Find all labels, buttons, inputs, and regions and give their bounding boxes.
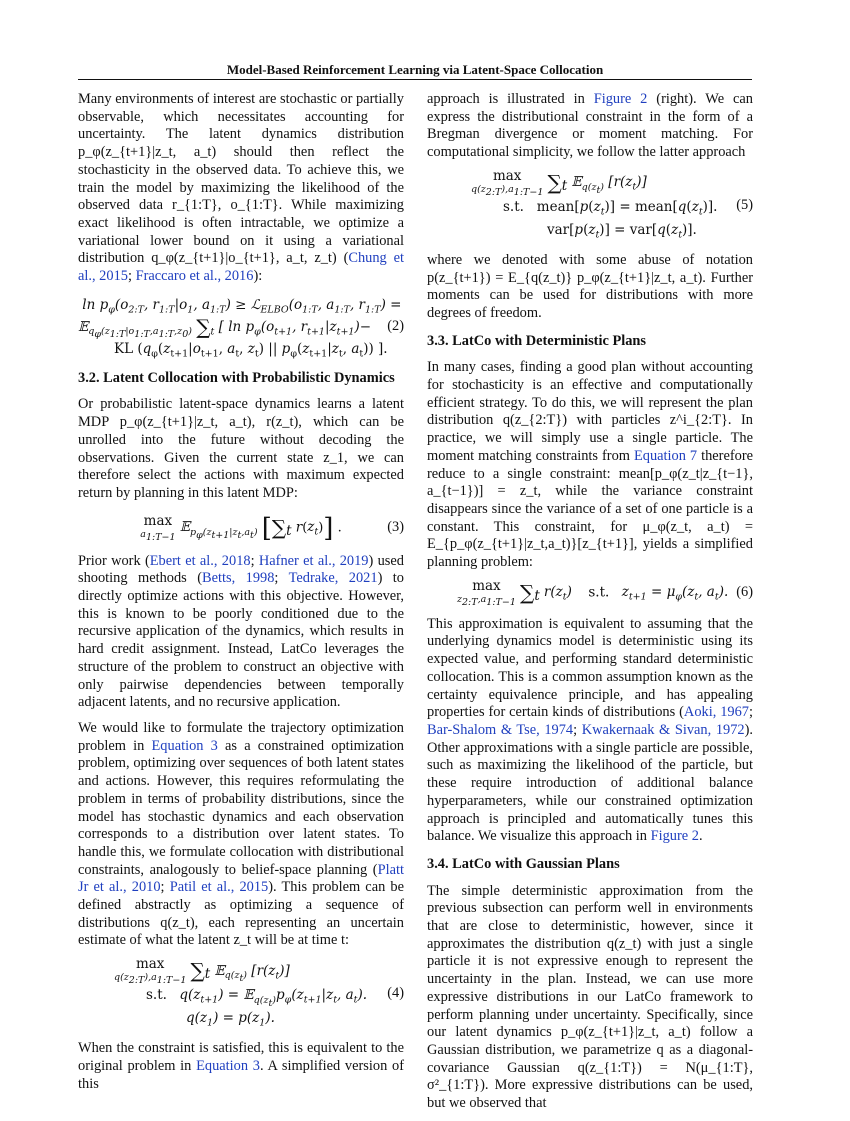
header-rule — [78, 79, 752, 80]
p4-text-b: as a constrained optimization problem, optimizing over sequences of both latent states and actions. However, this requires reformulating the problem in terms of probability distributions, since the model has stochastic dynamics and each observation corresponds to a distribution over latent states. To handle this, we formulate collocation with distributional constraints, analogously to belief-space planning — [78, 737, 404, 878]
p5-text-b: A simplified version of this — [78, 1057, 405, 1092]
figure-2-link[interactable]: Figure 2 — [593, 91, 648, 107]
equation-4: max $q(z_{2:T}),a_{1:T-1}$ $\sum_t$ 𝔼$_{q(z_t)}$ $[r(z_t)]$ s.t. $q(z_{t+1})$ = $𝔼_{q(z_t)}p_\varphi(z_{t+1}|z_t$, $a_t$). $q(z_1) = p(z_1)$. (4) — [114, 956, 404, 1029]
citation-betts[interactable]: Betts, 1998 — [202, 570, 275, 587]
citation-patil[interactable]: Patil et al., 2015 — [169, 879, 269, 896]
rp4-text-a: This approximation is equivalent to assuming that the underlying dynamics model is deterministic using its expected value, and performing standard deterministic collocation. This is a common assumption known as the certainty equivalence principle, and has appealing properties for certain kinds of distributions — [427, 615, 753, 721]
citation-tedrake[interactable]: Tedrake, 2021 — [288, 570, 378, 587]
equation-6: max $z_{2:T},a_{1:T-1}$ $\sum_t$ $r(z_t)$ s.t. $z_{t+1} = \mu_\varphi(z_t$, $a_t$). (6) — [457, 577, 753, 608]
citation-chung[interactable]: Chung et al., 2015 — [78, 250, 404, 285]
equation-5-number: (5) — [736, 196, 753, 213]
rp3-text-b: therefore reduce to a single constraint: mean[p_φ(z_t|z_{t−1}, a_{t−1})] = z_t, while the variance constraint disappears since the variance of a set of one particle is a constant. This constraint, for μ_φ(z_t, a_t) = E_{p_φ(z_{t+1}|z_t,a_t)}[z_{t+1}], yields a simplified planning problem: — [427, 447, 754, 571]
paragraph-constraint-satisfied: When the constraint is satisfied, this is equivalent to the original problem in Equation 3. A simplified version of this — [78, 1040, 405, 1092]
paragraph-approach-illustrated — [427, 91, 753, 162]
paragraph-abuse-of-notation: where we denoted with some abuse of notation p(z_{t+1}) = E_{q(z_t)} p_φ(z_{t+1}|z_t, a_t). Further moments can be used for distributions with more degrees of freedom. — [427, 251, 753, 321]
citation-ebert[interactable]: Ebert et al., 2018 — [149, 552, 251, 569]
equation-7-link[interactable]: Equation 7 — [633, 447, 698, 464]
paragraph-likelihood-text: Many environments of interest are stochastic or partially observable, which necessitates accounting for uncertainty. The latent dynamics distribution p_φ(z_{t+1}|z_t, a_t) should then reflect the stochasticity in the observed data. To achieve this, we train the model by maximizing the likelihood of the observed data r_{1:T}, o_{1:T}. While maximizing exact likelihood is often intractable, we optimize a variational lower bound on it using a variational distribution q_φ(z_{t+1}|o_{t+1}, a_t, z_t) — [78, 91, 404, 267]
citation-bar-shalom[interactable]: Bar-Shalom & Tse, 1974 — [427, 721, 574, 738]
paragraph-latent-mdp: Or probabilistic latent-space dynamics learns a latent MDP p_φ(z_{t+1}|z_t, a_t), r(z_t), which can be unrolled into the future without decoding the observations. Given the current state z_1, we can therefore select the actions with maximum expected return by planning in this latent MDP: — [78, 396, 404, 501]
equation-3: max $a_{1:T-1}$ 𝔼$_{p_\varphi(z_{t+1}|z_t,a_t)}$ [$\sum_t$ $r(z_t)$] . (3) — [140, 512, 404, 544]
equation-5: max $q(z_{2:T}),a_{1:T-1}$ $\sum_t$ 𝔼$_{q(z_t)}$ $[r(z_t)]$ s.t. $mean[p(z_t)]$ = $mean[q(z_t)]$. $var[p(z_t)] = var[q(z_t)]$. (5) — [471, 167, 753, 241]
paragraph-gaussian-plans: The simple deterministic approximation from the previous subsection can perform well in environments that are close to deterministic, however, since it approximates the distribution q(z_t) with just a single particle it is not expressive enough to represent the uncertainty in the plan. Instead, we can use more expressive distributions in our LatCo framework to perform planning under uncertainty. Specifically, since our latent dynamics p_φ(z_{t+1}|z_t, a_t) follow a Gaussian distribution, we parametrize q as a diagonal-covariance Gaussian q(z_{1:T}) = N(μ_{1:T}, σ²_{1:T}). More expressive distributions can be used, but we observed that — [427, 882, 753, 1112]
paragraph-certainty-equivalence: This approximation is equivalent to assuming that the underlying dynamics model is deterministic using its expected value, and performing standard deterministic collocation. This is a common assumption known as the certainty equivalence principle, and has appealing properties for certain kinds of distributions (Aoki, 1967; Bar-Shalom & Tse, 1974; Kwakernaak & Sivan, 1972). Other approximations with a single particle are possible, such as maximizing the likelihood of the particle, but these require introduction of additional balance hyperparameters, while our constrained optimization approach is principled and automatically tunes this balance. We visualize this approach in Figure 2. — [427, 615, 754, 845]
equation-2-number: (2) — [387, 317, 404, 334]
p5-text-a: When the constraint is satisfied, this is equivalent to the original problem in — [78, 1040, 404, 1074]
section-heading-3-3: 3.3. LatCo with Deterministic Plans — [427, 332, 647, 349]
section-heading-3-2: 3.2. Latent Collocation with Probabilistic Dynamics — [78, 369, 395, 386]
rp1-text-a: approach is illustrated in — [427, 91, 585, 107]
citation-kwakernaak[interactable]: Kwakernaak & Sivan, 1972 — [581, 721, 745, 738]
right-column — [427, 91, 753, 1121]
paragraph-prior-work: Prior work (Ebert et al., 2018; Hafner et al., 2019) used shooting methods (Betts, 1998; Tedrake, 2021) to directly optimize actions with this objective. However, this is known to be poorly conditioned due to the recursive application of the dynamics, which results in hard credit assignment. Instead, LatCo leverages the structure of the problem to construct an objective with only pairwise dependencies between temporally adjacent latents, and no recursive application. — [78, 552, 404, 711]
section-heading-3-4: 3.4. LatCo with Gaussian Plans — [427, 855, 620, 872]
citation-aoki[interactable]: Aoki, 1967 — [683, 704, 750, 721]
equation-3-number: (3) — [387, 518, 404, 535]
paragraph-deterministic-plans — [427, 359, 753, 571]
citation-fraccaro[interactable]: Fraccaro et al., 2016 — [135, 268, 254, 285]
rp3-text-a: In many cases, finding a good plan without accounting for stochasticity is an effective and computationally efficient strategy. To do this, we will represent the plan distribution q(z_{2:T}) with particles z^i_{2:T}. In practice, we will simply use a single particle. The moment matching constraints from — [427, 359, 753, 464]
citation-platt[interactable]: Platt Jr et al., 2010 — [78, 861, 404, 896]
p4-text-a: We would like to formulate the trajectory optimization problem in — [78, 719, 404, 754]
equation-6-number: (6) — [736, 583, 753, 600]
p4-text-c: This problem can be defined abstractly as optimizing a sequence of distributions q(z_t), each representing an uncertain estimate of what the latent z_t will be at time t: — [78, 879, 404, 949]
paragraph-trajectory-optimization: We would like to formulate the trajectory optimization problem in Equation 3 as a constrained optimization problem, optimizing over sequences of both latent states and actions. However, this requires reformulating the problem in terms of probability distributions, since the model has stochastic dynamics and each observation corresponds to a distribution over latent states. To handle this, we formulate collocation with distributional constraints, analogously to belief-space planning (Platt Jr et al., 2010; Patil et al., 2015). This problem can be defined abstractly as optimizing a sequence of distributions q(z_t), each representing an uncertain estimate of what the latent z_t will be at time t: — [78, 719, 404, 949]
equation-3-link[interactable]: Equation 3 — [151, 737, 218, 754]
paragraph-likelihood: Many environments of interest are stochastic or partially observable, which necessitates accounting for uncertainty. The latent dynamics distribution p_φ(z_{t+1}|z_t, a_t) should then reflect the stochasticity in the observed data. To achieve this, we train the model by maximizing the likelihood of the observed data r_{1:T}, o_{1:T}. While maximizing exact likelihood is often intractable, we optimize a variational lower bound on it using a variational distribution q_φ(z_{t+1}|o_{t+1}, a_t, z_t) (Chung et al., 2015; Fraccaro et al., 2016): — [78, 91, 404, 285]
equation-4-number: (4) — [387, 985, 404, 1002]
rp4-text-b: Other approximations with a single particle are possible, such as maximizing the likelihood of the particle, but these require introduction of additional balance hyperparameters, while our constrained optimization approach is principled and automatically tunes this balance. We visualize this approach in — [427, 739, 753, 845]
running-title: Model-Based Reinforcement Learning via Latent-Space Collocation — [226, 62, 604, 77]
left-column — [78, 91, 404, 1101]
paragraph-prior-work-text: to directly optimize actions with this objective. However, this is known to be poorly conditioned due to the recursive application of the dynamics, which results in hard credit assignment. Instead, LatCo leverages the structure of the problem to construct an objective with only pairwise dependencies between temporally adjacent latents, and no recursive application. — [78, 570, 404, 711]
figure-2-link-2[interactable]: Figure 2 — [650, 828, 699, 845]
equation-2: $\ln p_\varphi(o_{2:T}$, $r_{1:T}|o_1$, $a_{1:T}$) ≥ $ℒ_{ELBO}(o_{1:T}$, $a_{1:T}$, $r_{1:T}$) = 𝔼$_{q_\varphi(z_{1:T}|o_{1:T},a_{1:T},z_0)}$ $\sum_t$ [ $\ln p_\varphi(o_{t+1}$, $r_{t+1}|z_{t+1})-$ KL ($q_\varphi(z_{t+1}|o_{t+1}$, $a_t$, $z_t$) || $p_\varphi(z_{t+1}|z_t$, $a_t$)) ]. (2) — [78, 296, 404, 360]
citation-hafner[interactable]: Hafner et al., 2019 — [258, 552, 369, 569]
rp1-text-b: (right). We can express the distributional constraint in the form of a Bregman divergence or moment matching. For computational simplicity, we follow the latter approach — [427, 91, 753, 161]
equation-3-link-2[interactable]: Equation 3 — [196, 1057, 260, 1074]
